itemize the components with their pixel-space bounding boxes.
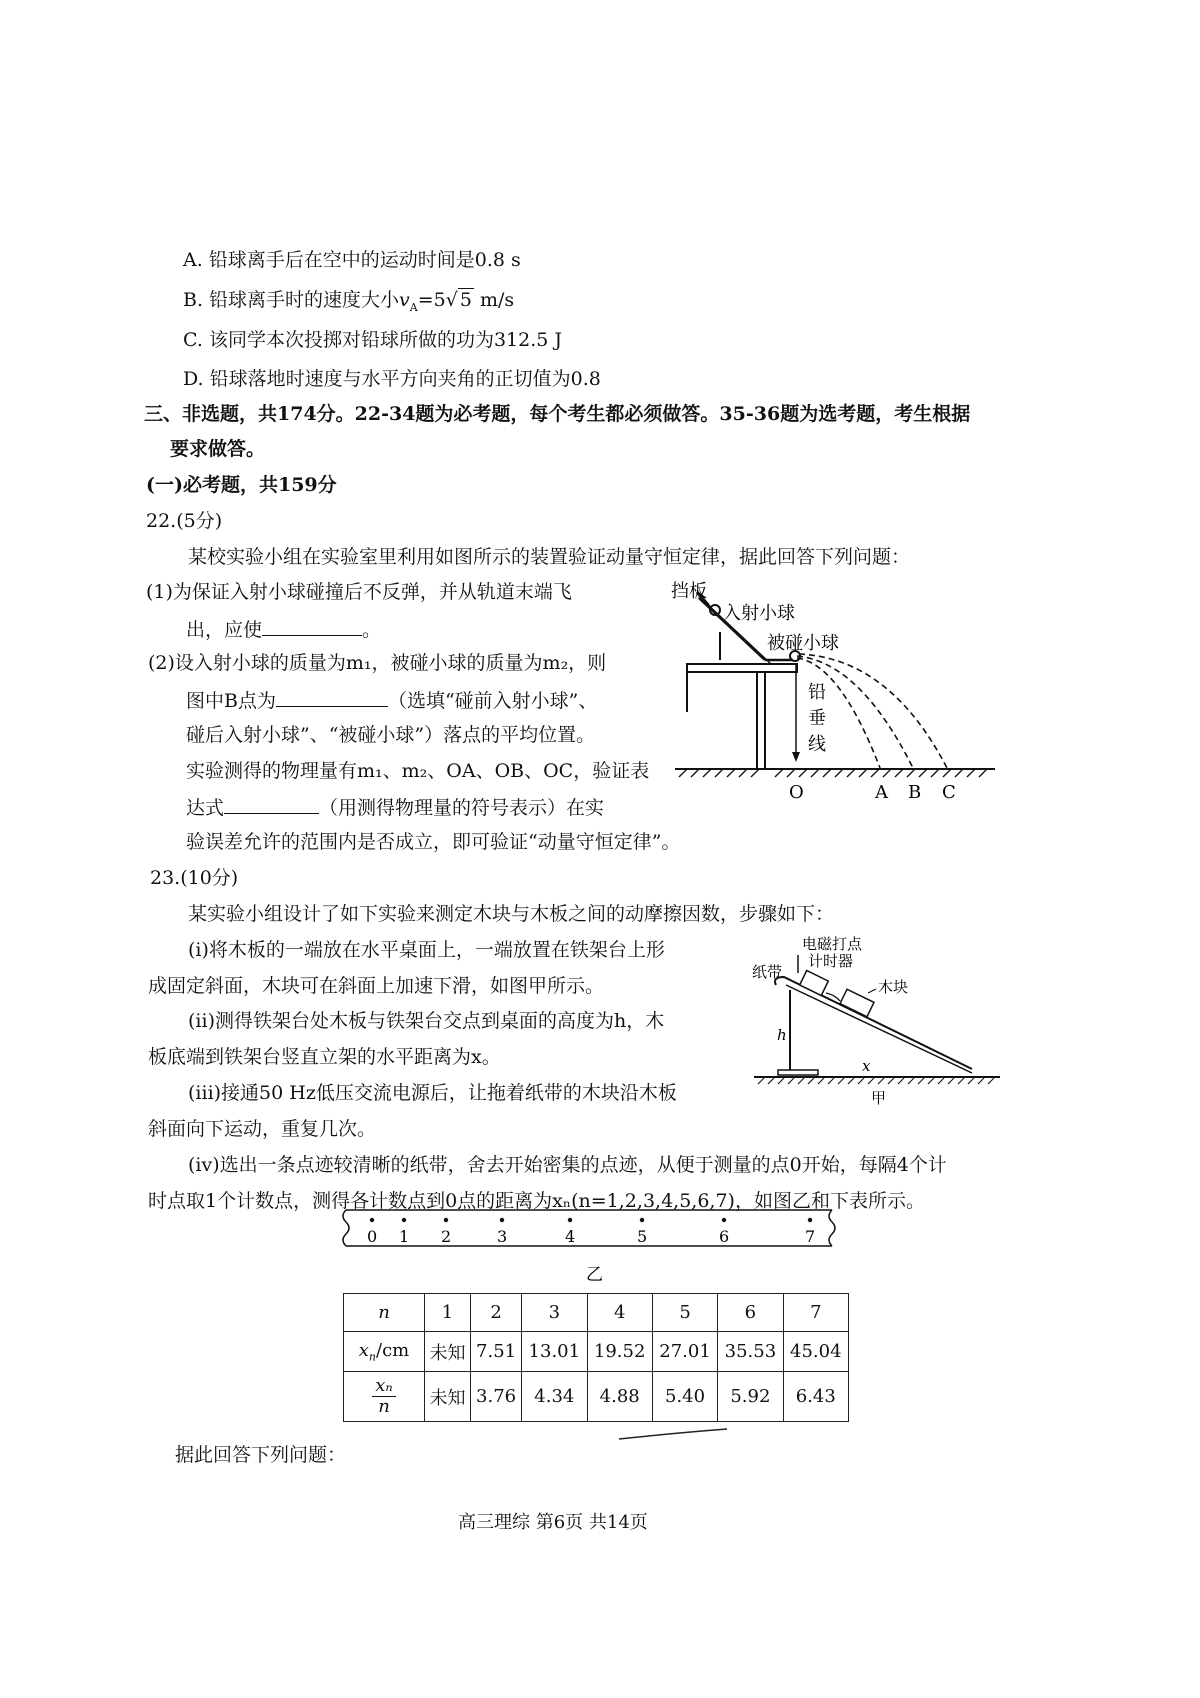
q23-step3-line1: (iii)接通50 Hz低压交流电源后，让拖着纸带的木块沿木板 bbox=[188, 1082, 677, 1104]
q22-part2-line6: 验误差允许的范围内是否成立，即可验证“动量守恒定律”。 bbox=[186, 831, 681, 853]
q22-part2-line5 bbox=[186, 797, 604, 818]
figure-caption-jia: 甲 bbox=[871, 1089, 887, 1105]
label-point-a: A bbox=[875, 782, 888, 803]
label-incident-ball: 入射小球 bbox=[723, 603, 795, 624]
q22-part1-text: 出，应使 bbox=[186, 619, 263, 641]
tape-point-0 bbox=[370, 1218, 374, 1222]
tape-point-2 bbox=[444, 1218, 448, 1222]
tape-label-1: 1 bbox=[399, 1227, 410, 1246]
pen-mark bbox=[615, 1425, 735, 1445]
header-cell: 6 bbox=[718, 1294, 783, 1332]
section3-line2: 要求做答。 bbox=[170, 438, 266, 460]
option-b-text: B. 铅球离手时的速度大小 bbox=[183, 289, 400, 311]
header-cell: 7 bbox=[783, 1294, 848, 1332]
page-footer: 高三理综 第6页 共14页 bbox=[458, 1512, 648, 1533]
table-cell: 未知 bbox=[425, 1332, 471, 1372]
q23-intro: 某实验小组设计了如下实验来测定木块与木板之间的动摩擦因数，步骤如下： bbox=[188, 903, 835, 925]
q23-step2-line2: 板底端到铁架台竖直立架的水平距离为x。 bbox=[148, 1046, 501, 1068]
tape-point-6 bbox=[722, 1218, 726, 1222]
table-cell: 19.52 bbox=[587, 1332, 652, 1372]
sqrt-symbol: √ bbox=[445, 289, 458, 311]
tape-point-5 bbox=[640, 1218, 644, 1222]
header-cell: 5 bbox=[652, 1294, 717, 1332]
tape-label-7: 7 bbox=[805, 1227, 816, 1246]
q22-part1-line1: (1)为保证入射小球碰撞后不反弹，并从轨道末端飞 bbox=[146, 581, 572, 603]
tape-label-2: 2 bbox=[441, 1227, 452, 1246]
q22-part1-line2 bbox=[186, 619, 381, 640]
paper-tape-figure bbox=[338, 1200, 848, 1285]
answer-blank-1[interactable] bbox=[262, 619, 362, 636]
table-row-xn-over-n bbox=[344, 1372, 849, 1422]
measurement-table bbox=[343, 1293, 849, 1422]
q23-step1-line2: 成固定斜面，木块可在斜面上加速下滑，如图甲所示。 bbox=[148, 975, 605, 997]
header-cell: 4 bbox=[587, 1294, 652, 1332]
table-cell: 6.43 bbox=[783, 1372, 848, 1422]
label-point-o: O bbox=[789, 782, 804, 803]
timer bbox=[800, 971, 829, 996]
option-b-sub: A bbox=[409, 300, 418, 314]
table-cell: 未知 bbox=[425, 1372, 471, 1422]
tape-dots bbox=[367, 1218, 815, 1246]
incline-setup-figure bbox=[750, 935, 1005, 1105]
option-c: C. 该同学本次投掷对铅球所做的功为312.5 J bbox=[183, 329, 562, 351]
tape-label-3: 3 bbox=[497, 1227, 508, 1246]
q22-part2-expr-note: （用测得物理量的符号表示）在实 bbox=[319, 797, 605, 819]
table-cell: 35.53 bbox=[718, 1332, 783, 1372]
fraction-denominator: n bbox=[378, 1395, 390, 1417]
option-b bbox=[183, 291, 514, 313]
option-d: D. 铅球落地时速度与水平方向夹角的正切值为0.8 bbox=[183, 368, 601, 390]
label-timer-2: 计时器 bbox=[808, 952, 854, 970]
table-cell: 5.92 bbox=[718, 1372, 783, 1422]
q23-step2-line1: (ii)测得铁架台处木板与铁架台交点到桌面的高度为h，木 bbox=[188, 1010, 665, 1032]
answer-blank-2[interactable] bbox=[276, 690, 388, 707]
label-plumb-1: 铅 bbox=[808, 682, 826, 703]
q22-part2-line3: 碰后入射小球”、“被碰小球”）落点的平均位置。 bbox=[186, 724, 596, 746]
q22-part1-end: 。 bbox=[362, 619, 382, 641]
table-cell: 45.04 bbox=[783, 1332, 848, 1372]
table-cell: 3.76 bbox=[471, 1372, 522, 1422]
label-block: 木块 bbox=[878, 978, 909, 996]
option-b-unit: m/s bbox=[473, 289, 515, 311]
tape-point-4 bbox=[568, 1218, 572, 1222]
q23-closing: 据此回答下列问题： bbox=[175, 1444, 347, 1466]
q23-step4-line1: (iv)选出一条点迹较清晰的纸带，舍去开始密集的点迹，从便于测量的点0开始，每隔4个计 bbox=[188, 1154, 947, 1176]
label-h: h bbox=[777, 1026, 787, 1044]
q22-intro: 某校实验小组在实验室里利用如图所示的装置验证动量守恒定律，据此回答下列问题： bbox=[188, 546, 911, 568]
q23-number: 23.(10分) bbox=[150, 867, 239, 889]
label-target-ball: 被碰小球 bbox=[767, 633, 839, 654]
label-baffle: 挡板 bbox=[671, 581, 707, 602]
header-cell: n bbox=[344, 1294, 425, 1332]
table-cell: 4.88 bbox=[587, 1372, 652, 1422]
q22-part2-options: （选填“碰前入射小球”、 bbox=[387, 690, 598, 712]
label-point-b: B bbox=[908, 782, 922, 803]
header-cell: 2 bbox=[471, 1294, 522, 1332]
q22-part2-line4: 实验测得的物理量有m₁、m₂、OA、OB、OC，验证表 bbox=[186, 760, 650, 782]
header-cell: 3 bbox=[522, 1294, 587, 1332]
label-tape: 纸带 bbox=[752, 963, 783, 981]
row-label-fraction bbox=[344, 1372, 425, 1422]
q22-part2-line1: (2)设入射小球的质量为m₁，被碰小球的质量为m₂，则 bbox=[148, 652, 607, 674]
fraction-numerator: xₙ bbox=[372, 1376, 395, 1397]
section3-line1: 三、非选题，共174分。22-34题为必考题，每个考生都必须做答。35-36题为选考题，考生根据 bbox=[144, 403, 971, 425]
answer-blank-3[interactable] bbox=[224, 797, 319, 814]
tape-label-5: 5 bbox=[637, 1227, 648, 1246]
q23-step3-line2: 斜面向下运动，重复几次。 bbox=[148, 1118, 377, 1140]
table-top bbox=[687, 664, 797, 672]
section3-subheading: (一)必考题，共159分 bbox=[146, 474, 337, 496]
table-cell: 5.40 bbox=[652, 1372, 717, 1422]
table-cell: 7.51 bbox=[471, 1332, 522, 1372]
label-point-c: C bbox=[942, 782, 956, 803]
header-cell: 1 bbox=[425, 1294, 471, 1332]
tape-point-1 bbox=[402, 1218, 406, 1222]
q23-step4-line2: 时点取1个计数点，测得各计数点到0点的距离为xₙ(n=1,2,3,4,5,6,7)，如图乙和下表所示。 bbox=[148, 1190, 925, 1212]
option-b-root: 5 bbox=[459, 289, 472, 311]
row-label-unit: /cm bbox=[376, 1339, 410, 1361]
q22-part2-text: 图中B点为 bbox=[186, 690, 276, 712]
tape-label-0: 0 bbox=[367, 1227, 378, 1246]
table-cell: 13.01 bbox=[522, 1332, 587, 1372]
tape-label-6: 6 bbox=[719, 1227, 730, 1246]
q22-part2-expr-label: 达式 bbox=[186, 797, 225, 819]
row-label-sub: n bbox=[368, 1350, 377, 1364]
row-label-xn bbox=[344, 1332, 425, 1372]
tape-label-4: 4 bbox=[565, 1227, 576, 1246]
table-header-row bbox=[344, 1294, 849, 1332]
q22-part2-line2 bbox=[186, 690, 597, 711]
table-cell: 4.34 bbox=[522, 1372, 587, 1422]
table-cell: 27.01 bbox=[652, 1332, 717, 1372]
tape-point-3 bbox=[500, 1218, 504, 1222]
paper-tape bbox=[826, 993, 840, 1001]
table-row-xn bbox=[344, 1332, 849, 1372]
label-timer-1: 电磁打点 bbox=[802, 935, 863, 953]
row-label-var: x bbox=[358, 1339, 369, 1361]
label-plumb-2: 垂 bbox=[808, 708, 826, 729]
label-x: x bbox=[862, 1057, 871, 1075]
q22-number: 22.(5分) bbox=[146, 510, 223, 532]
label-plumb-3: 线 bbox=[808, 734, 826, 755]
option-a: A. 铅球离手后在空中的运动时间是0.8 s bbox=[183, 249, 521, 271]
option-b-eq: =5 bbox=[417, 289, 446, 311]
q23-step1-line1: (i)将木板的一端放在水平桌面上，一端放置在铁架台上形 bbox=[188, 939, 665, 961]
option-b-var: v bbox=[399, 289, 410, 311]
tape-point-7 bbox=[808, 1218, 812, 1222]
collision-apparatus-figure bbox=[665, 572, 1010, 810]
figure-caption-yi: 乙 bbox=[586, 1265, 603, 1285]
